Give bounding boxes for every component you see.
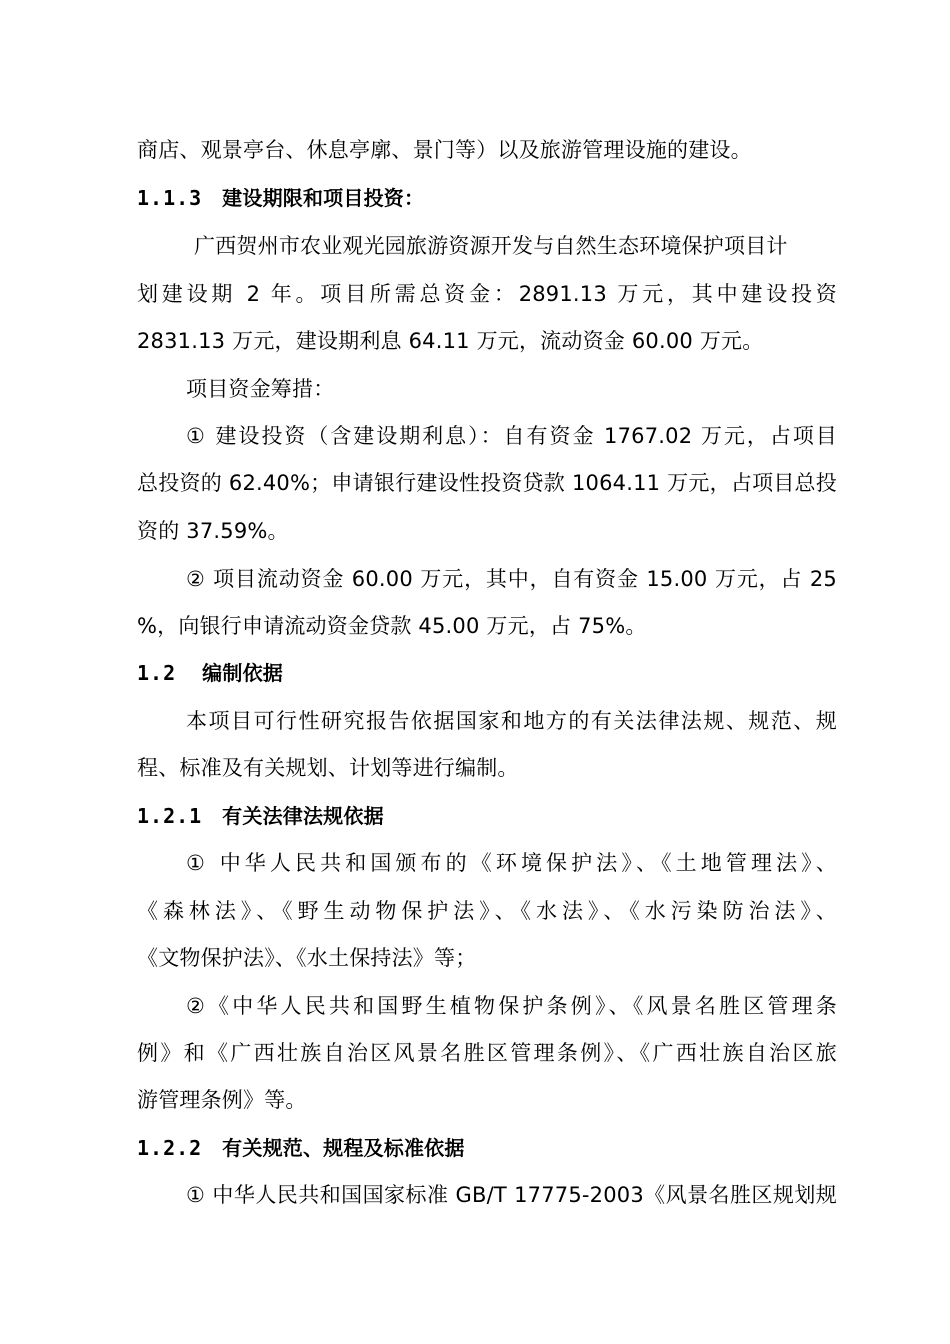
body-text-line: 《文物保护法》、《水土保持法》等； xyxy=(137,946,477,970)
heading-title: 建设期限和项目投资： xyxy=(222,186,425,210)
body-text-line: ① 中华人民共和国颁布的《环境保护法》、《土地管理法》、 xyxy=(186,851,837,875)
section-heading-1-2-1 xyxy=(137,802,384,830)
body-text-line: 程、标准及有关规划、计划等进行编制。 xyxy=(137,756,519,780)
heading-title: 编制依据 xyxy=(202,661,283,685)
body-text-line: ②《中华人民共和国野生植物保护条例》、《风景名胜区管理条 xyxy=(186,994,837,1018)
heading-number: 1.2.2 xyxy=(137,1136,203,1160)
heading-number: 1.2 xyxy=(137,661,177,685)
body-text-line: 划建设期 2 年。项目所需总资金：2891.13 万元，其中建设投资 xyxy=(137,282,837,306)
body-text-line: 商店、观景亭台、休息亭廓、景门等）以及旅游管理设施的建设。 xyxy=(137,138,752,162)
heading-title: 有关规范、规程及标准依据 xyxy=(222,1136,465,1160)
body-text-line: 本项目可行性研究报告依据国家和地方的有关法律法规、规范、规 xyxy=(186,709,837,733)
section-heading-1-2 xyxy=(137,659,283,687)
heading-title: 有关法律法规依据 xyxy=(222,804,384,828)
body-text-line: ① 建设投资（含建设期利息）：自有资金 1767.02 万元，占项目 xyxy=(186,424,837,448)
body-text-line: 游管理条例》等。 xyxy=(137,1088,307,1112)
body-text-line: 《森林法》、《野生动物保护法》、《水法》、《水污染防治法》、 xyxy=(137,899,837,923)
heading-number: 1.1.3 xyxy=(137,186,203,210)
body-text-line: ② 项目流动资金 60.00 万元，其中，自有资金 15.00 万元，占 25 xyxy=(186,567,837,591)
body-text-line: 总投资的 62.40%；申请银行建设性投资贷款 1064.11 万元，占项目总投 xyxy=(137,471,837,495)
body-text-line: 例》和《广西壮族自治区风景名胜区管理条例》、《广西壮族自治区旅 xyxy=(137,1041,837,1065)
body-text-line: ① 中华人民共和国国家标准 GB/T 17775-2003《风景名胜区规划规 xyxy=(186,1183,837,1207)
body-text-line: 资的 37.59%。 xyxy=(137,519,289,543)
body-text-line: %，向银行申请流动资金贷款 45.00 万元，占 75%。 xyxy=(137,614,647,638)
heading-number: 1.2.1 xyxy=(137,804,203,828)
body-text-line: 2831.13 万元，建设期利息 64.11 万元，流动资金 60.00 万元。 xyxy=(137,329,764,353)
section-heading-1-2-2 xyxy=(137,1134,465,1162)
body-text-line: 广西贺州市农业观光园旅游资源开发与自然生态环境保护项目计 xyxy=(194,234,788,258)
section-heading-1-1-3 xyxy=(137,184,424,212)
body-text-line: 项目资金筹措： xyxy=(186,377,335,401)
